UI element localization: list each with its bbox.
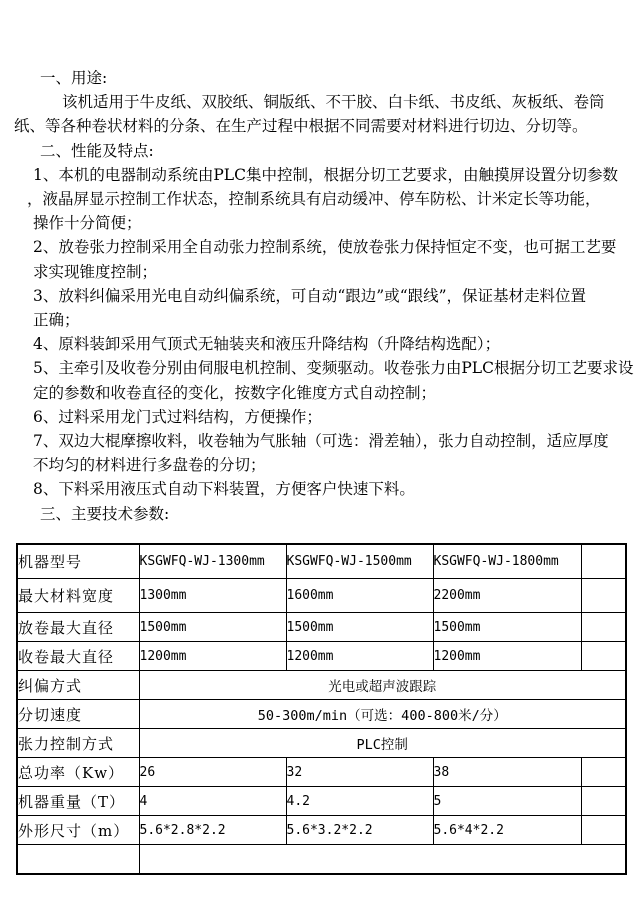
doc-line: 定的参数和收卷直径的变化，按数字化锥度方式自动控制； (33, 383, 437, 402)
spec-merged-value-cell (139, 845, 626, 874)
spec-value-cell: 1600mm (286, 579, 433, 613)
spec-label-cell: 放卷最大直径 (17, 613, 139, 642)
spec-value-cell: 1500mm (139, 613, 286, 642)
spec-label-cell: 机器重量（T） (17, 787, 139, 816)
spec-label-cell: 纠偏方式 (17, 671, 139, 700)
table-row (17, 787, 626, 816)
spec-label-cell: 最大材料宽度 (17, 579, 139, 613)
table-row (17, 758, 626, 787)
spec-value-cell: 5.6*3.2*2.2 (286, 816, 433, 845)
table-row (17, 579, 626, 613)
doc-line: 二、性能及特点: (40, 141, 154, 160)
spec-value-cell: 1200mm (286, 642, 433, 671)
spec-value-cell: KSGWFQ-WJ-1300mm (139, 544, 286, 579)
spec-label-cell (17, 845, 139, 874)
doc-line: 一、用途: (40, 69, 108, 87)
spec-value-cell: 1300mm (139, 579, 286, 613)
table-row (17, 613, 626, 642)
table-row (17, 729, 626, 758)
spec-label-cell: 张力控制方式 (17, 729, 139, 758)
spec-label-cell: 外形尺寸（m） (17, 816, 139, 845)
spec-value-cell: 1200mm (139, 642, 286, 671)
spec-value-cell: 5.6*2.8*2.2 (139, 816, 286, 845)
spec-label-cell: 收卷最大直径 (17, 642, 139, 671)
doc-line: ，液晶屏显示控制工作状态，控制系统具有启动缓冲、停车防松、计米定长等功能， (27, 190, 601, 209)
spec-merged-value-cell: PLC控制 (139, 729, 626, 758)
table-row (17, 700, 626, 729)
doc-line: 正确； (33, 311, 80, 330)
spec-label-cell: 机器型号 (17, 544, 139, 579)
table-row (17, 642, 626, 671)
spec-value-cell: 1500mm (286, 613, 433, 642)
spec-value-cell: 38 (433, 758, 581, 787)
spec-value-cell: 4.2 (286, 787, 433, 816)
doc-line: 4、原料装卸采用气顶式无轴装夹和液压升降结构（升降结构选配）； (33, 335, 501, 354)
doc-line: 6、过料采用龙门式过料结构，方便操作； (33, 407, 322, 426)
spec-value-cell: 4 (139, 787, 286, 816)
doc-line: 该机适用于牛皮纸、双胶纸、铜版纸、不干胶、白卡纸、书皮纸、灰板纸、卷筒 (62, 93, 605, 112)
spec-label-cell: 分切速度 (17, 700, 139, 729)
doc-line: 不均匀的材料进行多盘卷的分切； (33, 456, 266, 475)
spec-merged-value-cell: 50-300m/min（可选：400-800米/分） (139, 700, 626, 729)
doc-line: 3、放料纠偏采用光电自动纠偏系统，可自动“跟边”或“跟线”，保证基材走料位置 (33, 286, 587, 305)
spec-value-cell: 2200mm (433, 579, 581, 613)
doc-line: 纸、等各种卷状材料的分条、在生产过程中根据不同需要对材料进行切边、分切等。 (14, 117, 588, 136)
doc-line: 1、本机的电器制动系统由PLC集中控制，根据分切工艺要求，由触摸屏设置分切参数 (33, 165, 618, 184)
spec-merged-value-cell: 光电或超声波跟踪 (139, 671, 626, 700)
doc-line: 8、下料采用液压式自动下料装置，方便客户快速下料。 (33, 480, 415, 499)
table-row (17, 845, 626, 874)
spec-value-cell (581, 816, 626, 845)
specs-table-body (17, 544, 626, 874)
doc-line: 求实现锥度控制； (33, 262, 158, 281)
doc-line: 7、双边大棍摩擦收料，收卷轴为气胀轴（可选：滑差轴），张力自动控制，适应厚度 (33, 432, 609, 451)
spec-value-cell: 32 (286, 758, 433, 787)
table-row (17, 671, 626, 700)
spec-value-cell (581, 642, 626, 671)
doc-line: 操作十分简便； (33, 214, 142, 233)
doc-line: 2、放卷张力控制采用全自动张力控制系统，使放卷张力保持恒定不变，也可据工艺要 (33, 238, 617, 257)
spec-value-cell (581, 787, 626, 816)
specs-table (16, 543, 627, 875)
table-row (17, 816, 626, 845)
spec-value-cell (581, 544, 626, 579)
spec-value-cell: 1200mm (433, 642, 581, 671)
spec-value-cell: KSGWFQ-WJ-1800mm (433, 544, 581, 579)
spec-value-cell: 1500mm (433, 613, 581, 642)
spec-value-cell (581, 613, 626, 642)
doc-line: 5、主牵引及收卷分别由伺服电机控制、变频驱动。收卷张力由PLC根据分切工艺要求设 (33, 359, 634, 378)
spec-label-cell: 总功率（Kw） (17, 758, 139, 787)
spec-value-cell: 5 (433, 787, 581, 816)
spec-value-cell: 26 (139, 758, 286, 787)
spec-value-cell: 5.6*4*2.2 (433, 816, 581, 845)
table-row (17, 544, 626, 579)
spec-value-cell (581, 579, 626, 613)
spec-value-cell (581, 758, 626, 787)
doc-line: 三、主要技术参数: (40, 504, 170, 523)
spec-value-cell: KSGWFQ-WJ-1500mm (286, 544, 433, 579)
